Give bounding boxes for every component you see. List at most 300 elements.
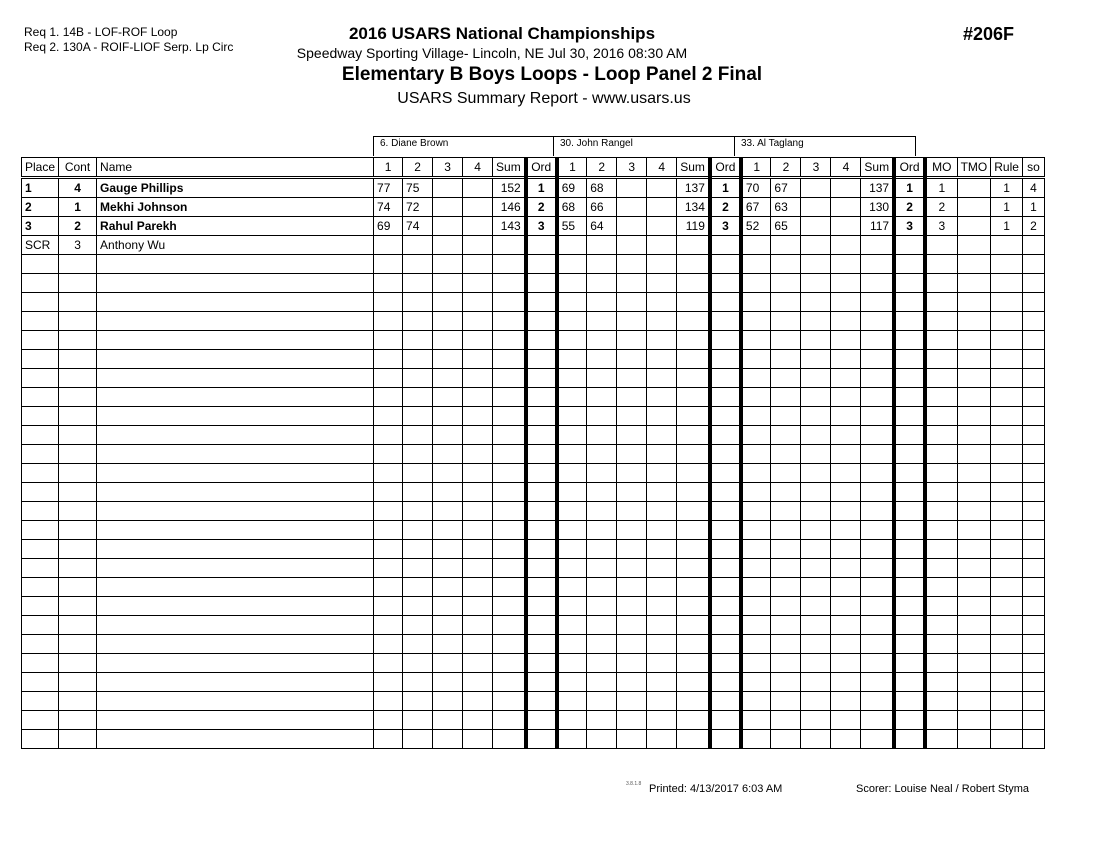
empty-cell <box>617 521 647 540</box>
empty-cell <box>493 407 526 426</box>
empty-cell <box>741 445 771 464</box>
empty-cell <box>433 255 463 274</box>
tmo-cell <box>957 217 991 236</box>
empty-cell <box>710 255 741 274</box>
judge-1-score-4 <box>463 198 493 217</box>
judge-1-score-1 <box>374 236 403 255</box>
cont-cell: 1 <box>59 198 97 217</box>
empty-cell <box>403 597 433 616</box>
empty-cell <box>677 521 710 540</box>
empty-cell <box>710 369 741 388</box>
empty-cell <box>925 407 957 426</box>
judge-2-score-4 <box>647 236 677 255</box>
empty-cell <box>97 521 374 540</box>
empty-cell <box>991 597 1023 616</box>
empty-cell <box>771 483 801 502</box>
empty-cell <box>22 578 59 597</box>
empty-cell <box>801 597 831 616</box>
empty-cell <box>957 331 991 350</box>
empty-cell <box>493 312 526 331</box>
empty-cell <box>991 445 1023 464</box>
empty-cell <box>771 369 801 388</box>
empty-cell <box>617 540 647 559</box>
empty-cell <box>97 388 374 407</box>
empty-cell <box>741 274 771 293</box>
empty-cell <box>433 388 463 407</box>
empty-cell <box>741 369 771 388</box>
empty-cell <box>403 274 433 293</box>
empty-cell <box>861 369 894 388</box>
empty-cell <box>894 483 925 502</box>
empty-cell <box>677 730 710 749</box>
empty-cell <box>991 730 1023 749</box>
col-j3-1: 1 <box>741 158 771 178</box>
empty-cell <box>991 521 1023 540</box>
empty-cell <box>801 369 831 388</box>
empty-cell <box>894 407 925 426</box>
tmo-cell <box>957 198 991 217</box>
empty-cell <box>647 578 677 597</box>
judge-1-score-1: 74 <box>374 198 403 217</box>
empty-cell <box>894 616 925 635</box>
empty-cell <box>403 331 433 350</box>
empty-cell <box>771 711 801 730</box>
col-j1-2: 2 <box>403 158 433 178</box>
empty-cell <box>463 654 493 673</box>
empty-cell <box>374 483 403 502</box>
judge-3-score-2 <box>771 236 801 255</box>
empty-cell <box>493 426 526 445</box>
empty-cell <box>831 692 861 711</box>
empty-cell <box>463 350 493 369</box>
empty-cell <box>493 673 526 692</box>
empty-cell <box>97 426 374 445</box>
empty-cell <box>957 578 991 597</box>
empty-cell <box>617 578 647 597</box>
empty-cell <box>801 521 831 540</box>
empty-cell <box>741 635 771 654</box>
empty-cell <box>433 293 463 312</box>
judge-2-score-2: 64 <box>587 217 617 236</box>
empty-cell <box>374 521 403 540</box>
judge-1-score-3 <box>433 236 463 255</box>
empty-cell <box>587 445 617 464</box>
empty-cell <box>957 692 991 711</box>
empty-cell <box>557 711 587 730</box>
empty-row <box>22 350 1045 369</box>
empty-cell <box>22 540 59 559</box>
empty-cell <box>374 730 403 749</box>
empty-cell <box>710 578 741 597</box>
judge-1-sum: 146 <box>493 198 526 217</box>
championship-title: 2016 USARS National Championships <box>348 24 656 43</box>
empty-cell <box>374 388 403 407</box>
empty-cell <box>677 331 710 350</box>
event-title: Elementary B Boys Loops - Loop Panel 2 Final <box>341 64 763 85</box>
empty-cell <box>1022 654 1044 673</box>
empty-cell <box>59 388 97 407</box>
empty-cell <box>433 274 463 293</box>
empty-cell <box>925 654 957 673</box>
empty-cell <box>403 445 433 464</box>
col-name: Name <box>97 158 374 178</box>
judge-2-sum: 134 <box>677 198 710 217</box>
rule-cell: 1 <box>991 217 1023 236</box>
empty-cell <box>991 369 1023 388</box>
empty-cell <box>861 559 894 578</box>
empty-cell <box>771 730 801 749</box>
empty-cell <box>433 711 463 730</box>
col-j2-ord: Ord <box>710 158 741 178</box>
empty-cell <box>493 559 526 578</box>
empty-cell <box>647 711 677 730</box>
empty-cell <box>771 635 801 654</box>
empty-cell <box>861 692 894 711</box>
empty-cell <box>59 502 97 521</box>
empty-cell <box>493 730 526 749</box>
empty-cell <box>587 274 617 293</box>
empty-cell <box>801 673 831 692</box>
empty-cell <box>59 255 97 274</box>
empty-cell <box>741 711 771 730</box>
empty-cell <box>59 578 97 597</box>
requirement-2: Req 2. 130A - ROIF-LIOF Serp. Lp Circ <box>24 40 234 54</box>
empty-cell <box>991 293 1023 312</box>
judge-1-score-3 <box>433 217 463 236</box>
empty-cell <box>957 407 991 426</box>
empty-cell <box>710 711 741 730</box>
empty-cell <box>493 350 526 369</box>
empty-cell <box>463 616 493 635</box>
empty-cell <box>861 616 894 635</box>
empty-cell <box>587 654 617 673</box>
judge-1-score-1: 77 <box>374 178 403 198</box>
empty-cell <box>617 293 647 312</box>
empty-cell <box>831 312 861 331</box>
empty-cell <box>59 635 97 654</box>
empty-cell <box>493 274 526 293</box>
empty-cell <box>587 369 617 388</box>
empty-cell <box>617 483 647 502</box>
empty-cell <box>526 673 557 692</box>
empty-cell <box>526 350 557 369</box>
judge-3-ordinal: 1 <box>894 178 925 198</box>
empty-cell <box>22 597 59 616</box>
empty-cell <box>617 616 647 635</box>
empty-cell <box>97 255 374 274</box>
empty-cell <box>97 502 374 521</box>
empty-cell <box>617 464 647 483</box>
empty-cell <box>925 597 957 616</box>
empty-cell <box>493 616 526 635</box>
empty-cell <box>801 331 831 350</box>
empty-cell <box>894 255 925 274</box>
empty-cell <box>493 331 526 350</box>
empty-cell <box>526 483 557 502</box>
empty-cell <box>22 331 59 350</box>
empty-cell <box>861 673 894 692</box>
empty-cell <box>587 483 617 502</box>
empty-cell <box>557 616 587 635</box>
empty-cell <box>557 654 587 673</box>
judge-1-ordinal <box>526 236 557 255</box>
empty-cell <box>677 654 710 673</box>
empty-cell <box>526 654 557 673</box>
judge-3-ordinal <box>894 236 925 255</box>
empty-cell <box>771 616 801 635</box>
empty-cell <box>526 597 557 616</box>
empty-cell <box>894 464 925 483</box>
empty-cell <box>991 483 1023 502</box>
empty-cell <box>831 654 861 673</box>
empty-cell <box>991 388 1023 407</box>
empty-cell <box>526 369 557 388</box>
empty-cell <box>647 445 677 464</box>
empty-cell <box>22 350 59 369</box>
empty-cell <box>22 616 59 635</box>
empty-cell <box>617 350 647 369</box>
empty-cell <box>677 255 710 274</box>
event-number: #206F <box>963 24 1015 44</box>
empty-cell <box>801 293 831 312</box>
empty-cell <box>97 578 374 597</box>
empty-cell <box>894 502 925 521</box>
empty-cell <box>831 502 861 521</box>
empty-cell <box>463 274 493 293</box>
empty-cell <box>433 635 463 654</box>
empty-cell <box>710 407 741 426</box>
empty-cell <box>463 559 493 578</box>
empty-cell <box>991 464 1023 483</box>
judge-1-score-2: 74 <box>403 217 433 236</box>
col-rule: Rule <box>991 158 1023 178</box>
judge-2-ordinal: 2 <box>710 198 741 217</box>
empty-cell <box>677 673 710 692</box>
judge-2-score-2: 66 <box>587 198 617 217</box>
requirement-1: Req 1. 14B - LOF-ROF Loop <box>24 25 178 39</box>
cont-cell: 4 <box>59 178 97 198</box>
empty-cell <box>831 559 861 578</box>
empty-cell <box>526 692 557 711</box>
empty-cell <box>1022 635 1044 654</box>
judge-2-score-2 <box>587 236 617 255</box>
empty-cell <box>861 274 894 293</box>
empty-cell <box>861 578 894 597</box>
empty-cell <box>617 559 647 578</box>
empty-cell <box>894 426 925 445</box>
empty-cell <box>957 502 991 521</box>
empty-cell <box>801 312 831 331</box>
empty-cell <box>677 578 710 597</box>
empty-cell <box>587 711 617 730</box>
empty-cell <box>801 388 831 407</box>
empty-cell <box>433 559 463 578</box>
empty-cell <box>894 445 925 464</box>
empty-cell <box>557 426 587 445</box>
empty-cell <box>801 445 831 464</box>
empty-cell <box>647 521 677 540</box>
place-cell: 1 <box>22 178 59 198</box>
empty-cell <box>587 388 617 407</box>
empty-cell <box>647 350 677 369</box>
empty-cell <box>587 502 617 521</box>
empty-cell <box>526 445 557 464</box>
empty-cell <box>374 445 403 464</box>
empty-cell <box>801 654 831 673</box>
empty-cell <box>374 293 403 312</box>
empty-cell <box>677 483 710 502</box>
empty-cell <box>677 293 710 312</box>
empty-cell <box>463 730 493 749</box>
empty-cell <box>771 426 801 445</box>
empty-cell <box>403 464 433 483</box>
empty-cell <box>831 426 861 445</box>
judge-2-score-3 <box>617 198 647 217</box>
empty-cell <box>861 730 894 749</box>
empty-row <box>22 597 1045 616</box>
empty-cell <box>617 445 647 464</box>
empty-cell <box>97 635 374 654</box>
empty-cell <box>925 426 957 445</box>
empty-cell <box>433 692 463 711</box>
empty-cell <box>991 426 1023 445</box>
empty-cell <box>677 369 710 388</box>
judge-2-score-3 <box>617 236 647 255</box>
software-version: 3.8.1.8 <box>626 781 642 787</box>
empty-cell <box>433 654 463 673</box>
empty-cell <box>97 274 374 293</box>
empty-cell <box>771 597 801 616</box>
empty-cell <box>97 445 374 464</box>
empty-cell <box>59 331 97 350</box>
empty-cell <box>463 255 493 274</box>
empty-cell <box>557 293 587 312</box>
judge-2-ordinal: 1 <box>710 178 741 198</box>
empty-cell <box>433 540 463 559</box>
empty-cell <box>647 312 677 331</box>
judge-2-score-1: 69 <box>557 178 587 198</box>
empty-cell <box>557 445 587 464</box>
empty-cell <box>771 692 801 711</box>
empty-cell <box>557 483 587 502</box>
empty-cell <box>59 464 97 483</box>
empty-cell <box>557 521 587 540</box>
empty-cell <box>771 331 801 350</box>
empty-cell <box>925 483 957 502</box>
empty-cell <box>957 673 991 692</box>
empty-cell <box>526 578 557 597</box>
empty-cell <box>433 673 463 692</box>
empty-cell <box>463 312 493 331</box>
empty-cell <box>403 711 433 730</box>
empty-cell <box>97 673 374 692</box>
empty-cell <box>463 331 493 350</box>
empty-cell <box>587 673 617 692</box>
empty-cell <box>587 578 617 597</box>
empty-cell <box>861 407 894 426</box>
empty-cell <box>403 369 433 388</box>
empty-cell <box>557 673 587 692</box>
mo-cell <box>925 236 957 255</box>
empty-cell <box>463 369 493 388</box>
empty-cell <box>403 483 433 502</box>
empty-cell <box>957 635 991 654</box>
empty-cell <box>374 654 403 673</box>
judge-1-score-1: 69 <box>374 217 403 236</box>
empty-cell <box>557 312 587 331</box>
empty-cell <box>374 673 403 692</box>
empty-cell <box>587 350 617 369</box>
empty-cell <box>22 388 59 407</box>
empty-cell <box>925 521 957 540</box>
printed-timestamp: Printed: 4/13/2017 6:03 AM <box>649 783 783 795</box>
empty-cell <box>587 540 617 559</box>
empty-cell <box>831 445 861 464</box>
empty-cell <box>861 711 894 730</box>
col-j2-1: 1 <box>557 158 587 178</box>
empty-cell <box>617 692 647 711</box>
judge-1-header: 6. Diane Brown <box>373 136 554 156</box>
empty-cell <box>771 388 801 407</box>
empty-cell <box>861 464 894 483</box>
judge-3-score-3 <box>801 178 831 198</box>
empty-cell <box>59 445 97 464</box>
empty-cell <box>925 255 957 274</box>
empty-cell <box>991 331 1023 350</box>
empty-cell <box>59 673 97 692</box>
empty-cell <box>861 654 894 673</box>
empty-cell <box>59 369 97 388</box>
empty-cell <box>617 369 647 388</box>
empty-cell <box>647 730 677 749</box>
empty-cell <box>771 578 801 597</box>
col-tmo: TMO <box>957 158 991 178</box>
judge-3-score-1 <box>741 236 771 255</box>
empty-cell <box>463 692 493 711</box>
empty-cell <box>433 502 463 521</box>
judge-1-score-4 <box>463 178 493 198</box>
empty-cell <box>22 635 59 654</box>
empty-cell <box>1022 445 1044 464</box>
empty-cell <box>59 312 97 331</box>
empty-cell <box>587 730 617 749</box>
empty-cell <box>925 331 957 350</box>
empty-cell <box>433 350 463 369</box>
empty-cell <box>374 711 403 730</box>
judge-1-score-4 <box>463 236 493 255</box>
empty-cell <box>557 578 587 597</box>
empty-cell <box>22 711 59 730</box>
empty-cell <box>59 616 97 635</box>
empty-cell <box>557 559 587 578</box>
empty-cell <box>587 426 617 445</box>
empty-cell <box>831 255 861 274</box>
empty-cell <box>59 274 97 293</box>
judge-3-score-4 <box>831 178 861 198</box>
skater-name: Gauge Phillips <box>97 178 374 198</box>
empty-cell <box>587 464 617 483</box>
col-j1-ord: Ord <box>526 158 557 178</box>
empty-cell <box>677 274 710 293</box>
empty-cell <box>22 445 59 464</box>
empty-cell <box>801 559 831 578</box>
empty-cell <box>557 350 587 369</box>
empty-cell <box>831 464 861 483</box>
judge-2-score-3 <box>617 217 647 236</box>
empty-row <box>22 369 1045 388</box>
col-j3-sum: Sum <box>861 158 894 178</box>
judge-2-score-1 <box>557 236 587 255</box>
